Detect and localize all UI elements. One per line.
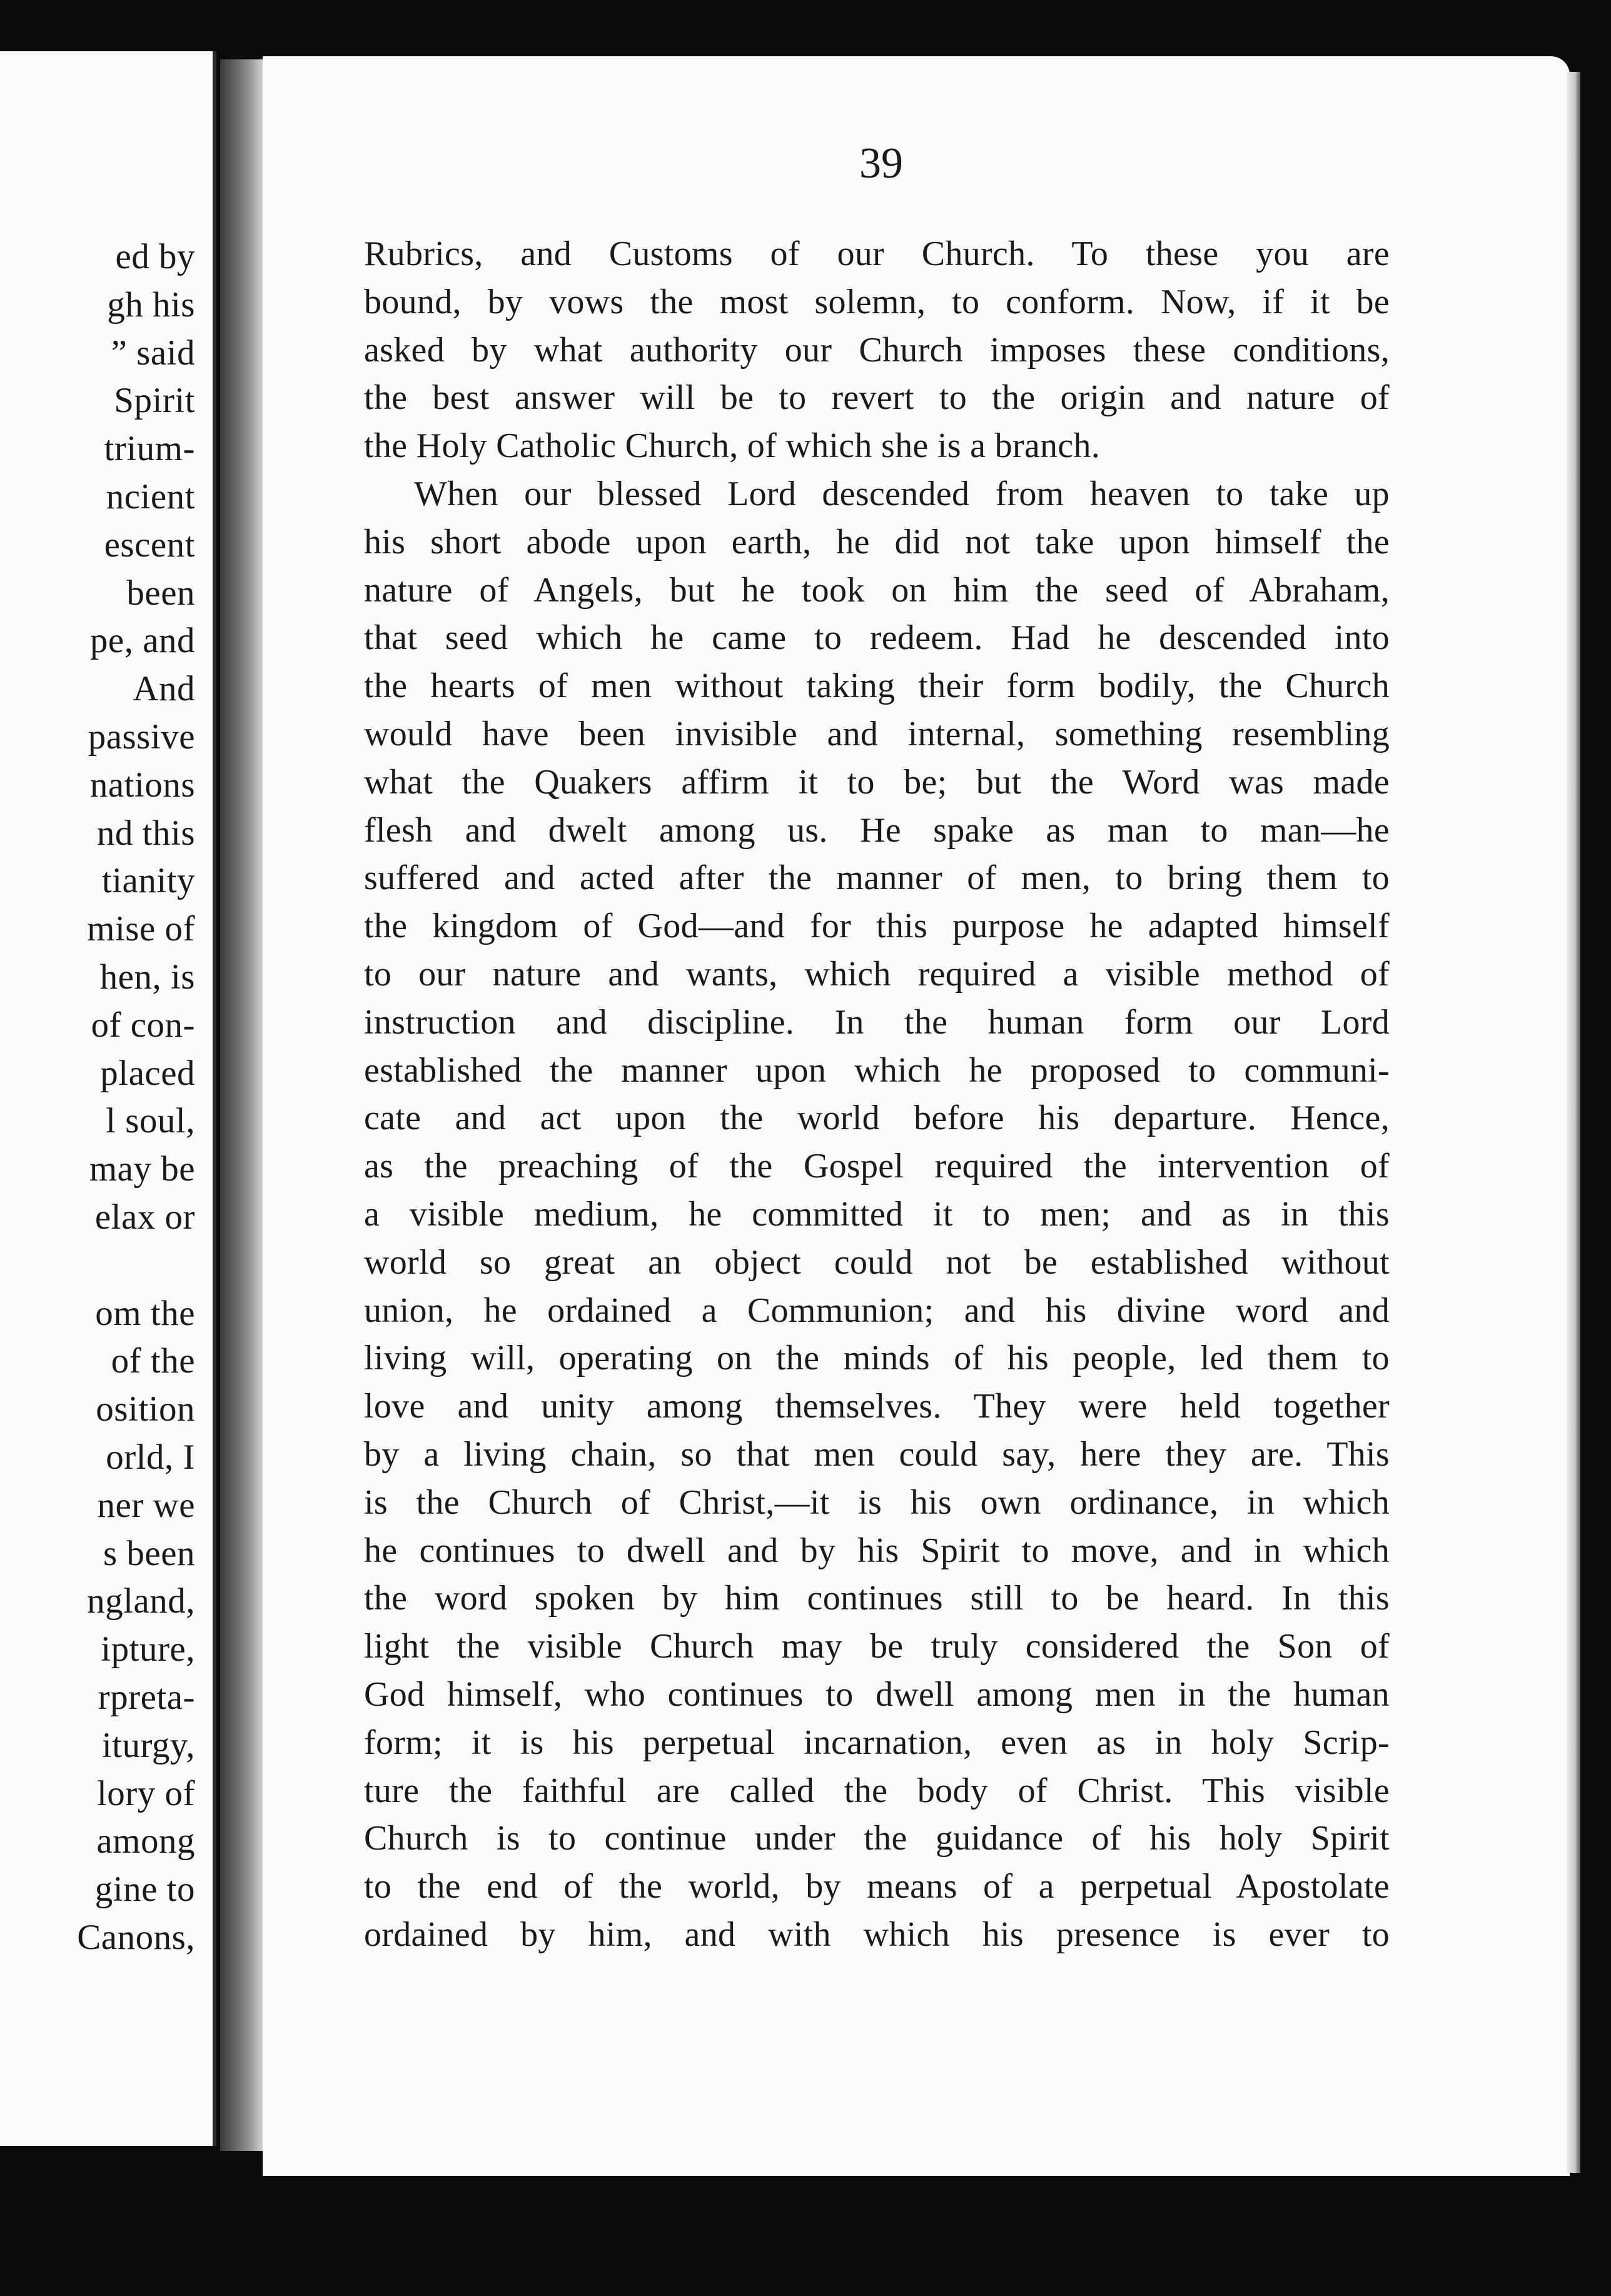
left-page-line: passive <box>88 717 195 757</box>
text-line: Rubrics, and Customs of our Church. To these you are <box>364 234 1390 273</box>
text-line: God himself, who continues to dwell among men in the human <box>364 1674 1390 1714</box>
left-page-line: l soul, <box>106 1101 195 1141</box>
text-line: When our blessed Lord descended from heaven to take up <box>414 474 1390 513</box>
text-line: ordained by him, and with which his presence is ever to <box>364 1915 1390 1954</box>
text-line: would have been invisible and internal, something resembling <box>364 714 1390 753</box>
text-line: the hearts of men without taking their form bodily, the Church <box>364 667 1390 706</box>
left-page-line: And <box>133 669 195 709</box>
left-page-line: gine to <box>94 1870 195 1910</box>
left-page-line: of con- <box>91 1005 195 1045</box>
left-page-line: ncient <box>106 477 195 516</box>
left-page-line: been <box>126 573 195 613</box>
text-line: as the preaching of the Gospel required the intervention of <box>364 1147 1390 1186</box>
left-page-line: iturgy, <box>101 1725 195 1765</box>
left-page-line: orld, I <box>106 1438 195 1477</box>
text-line: love and unity among themselves. They were held together <box>364 1387 1390 1426</box>
text-line: ture the faithful are called the body of Christ. This visible <box>364 1771 1390 1810</box>
left-page-line: Spirit <box>114 381 195 421</box>
page-edge <box>1567 72 1580 2173</box>
left-page-line: lory of <box>96 1773 195 1813</box>
text-line: to the end of the world, by means of a perpetual Apostolate <box>364 1867 1390 1906</box>
text-line: form; it is his perpetual incarnation, even as in holy Scrip- <box>364 1723 1390 1762</box>
left-page-line: om the <box>95 1293 195 1333</box>
left-page-line: mise of <box>87 909 195 949</box>
text-line: suffered and acted after the manner of men, to bring them to <box>364 858 1390 898</box>
text-line: the word spoken by him continues still to be heard. In this <box>364 1579 1390 1618</box>
text-line: flesh and dwelt among us. He spake as man to man—he <box>364 810 1390 850</box>
left-page-line: pe, and <box>89 621 195 661</box>
left-page-line: osition <box>96 1389 195 1429</box>
text-line: by a living chain, so that men could say, here they are. This <box>364 1434 1390 1474</box>
text-line: that seed which he came to redeem. Had he descended into <box>364 618 1390 658</box>
text-line: cate and act upon the world before his departure. Hence, <box>364 1099 1390 1138</box>
left-page-line: ipture, <box>101 1629 195 1669</box>
left-page-line: ner we <box>97 1485 195 1525</box>
left-page-line: Canons, <box>77 1918 195 1957</box>
left-page-line: of the <box>111 1341 195 1381</box>
text-line: Church is to continue under the guidance of his holy Spirit <box>364 1819 1390 1858</box>
text-line: his short abode upon earth, he did not take upon himself the <box>364 522 1390 561</box>
text-line: instruction and discipline. In the human form our Lord <box>364 1002 1390 1042</box>
text-line: asked by what authority our Church imposes these conditions, <box>364 330 1390 370</box>
text-line: established the manner upon which he proposed to communi- <box>364 1050 1390 1090</box>
text-line: union, he ordained a Communion; and his divine word and <box>364 1291 1390 1330</box>
left-page-line: rpreta- <box>98 1678 195 1717</box>
text-line: light the visible Church may be truly considered the Son of <box>364 1627 1390 1666</box>
text-line: what the Quakers affirm it to be; but the Word was made <box>364 762 1390 802</box>
book-gutter <box>220 59 264 2151</box>
text-line: living will, operating on the minds of his people, led them to <box>364 1339 1390 1378</box>
text-line: the Holy Catholic Church, of which she is a branch. <box>364 426 1101 466</box>
text-line: is the Church of Christ,—it is his own ordinance, in which <box>364 1483 1390 1522</box>
text-line: world so great an object could not be established without <box>364 1242 1390 1282</box>
page-number: 39 <box>859 139 903 188</box>
left-page-line: nd this <box>96 813 195 853</box>
text-line: to our nature and wants, which required a visible method of <box>364 954 1390 994</box>
left-page-line: escent <box>104 525 195 565</box>
left-page-line: s been <box>103 1533 195 1573</box>
left-page-line: hen, is <box>99 957 195 997</box>
text-line: the best answer will be to revert to the origin and nature of <box>364 378 1390 418</box>
text-line: bound, by vows the most solemn, to conform. Now, if it be <box>364 282 1390 321</box>
left-page-fragment <box>0 51 216 2146</box>
left-page-line: trium- <box>104 429 195 469</box>
body-text <box>364 230 1390 1959</box>
left-page-line: nations <box>89 765 195 805</box>
left-page-line: ” said <box>111 333 195 373</box>
left-page-line: among <box>96 1821 195 1861</box>
left-page-line: elax or <box>94 1197 195 1237</box>
text-line: the kingdom of God—and for this purpose he adapted himself <box>364 907 1390 946</box>
text-line: a visible medium, he committed it to men; and as in this <box>364 1194 1390 1234</box>
text-line: he continues to dwell and by his Spirit to move, and in which <box>364 1531 1390 1570</box>
left-page-line: may be <box>89 1149 195 1189</box>
left-page-line: ed by <box>115 237 195 276</box>
text-line: nature of Angels, but he took on him the seed of Abraham, <box>364 570 1390 610</box>
left-page-line: tianity <box>101 861 195 901</box>
left-page-line: placed <box>100 1053 195 1093</box>
left-page-line: ngland, <box>87 1581 195 1621</box>
left-page-line: gh his <box>107 284 195 325</box>
